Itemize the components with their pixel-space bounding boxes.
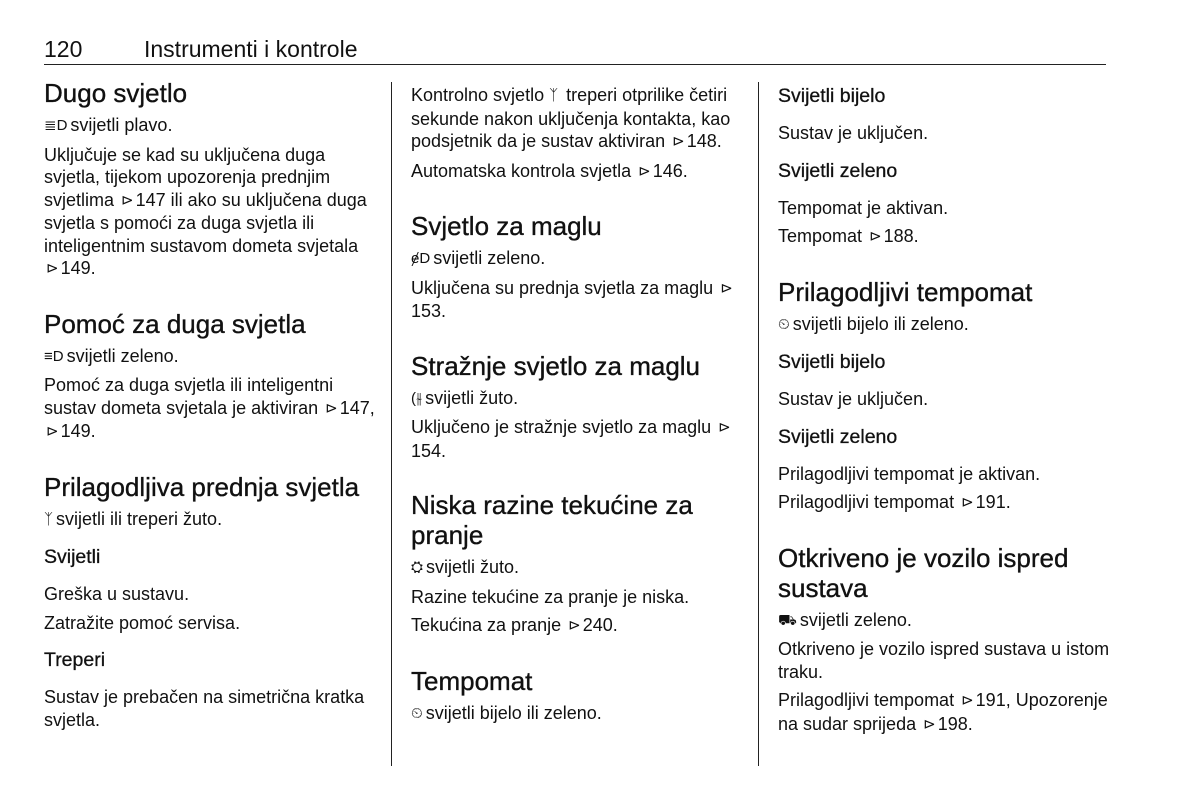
body-text: Razine tekućine za pranje je niska. <box>411 586 690 607</box>
fog-light-icon: ɇD <box>411 250 431 267</box>
page-ref-icon: ⊳ <box>961 494 974 511</box>
page-ref[interactable]: 153. <box>411 301 447 321</box>
adaptive-light-icon: ᛉ <box>549 87 559 104</box>
body-text: Prilagodljivi tempomat je aktivan. <box>778 463 1041 484</box>
page-ref-icon: ⊳ <box>672 133 685 150</box>
page-ref[interactable]: 149. <box>60 258 96 278</box>
body-text: Kontrolno svjetlo <box>411 85 545 105</box>
subheading: Svijetli <box>44 546 101 568</box>
paragraph <box>778 225 1113 249</box>
section-heading-cruise-control: Tempomat <box>411 665 533 696</box>
body-text: ili ako su uključena duga svjetla s pomoći za duga svjetla ili inteligentnim sustavom dometa svjetala <box>44 189 367 256</box>
page-ref[interactable]: 147 <box>135 189 166 210</box>
body-text: Zatražite pomoć servisa. <box>44 612 241 633</box>
paragraph <box>411 614 746 638</box>
page-number: 120 <box>44 36 83 62</box>
high-beam-icon: ≣D <box>44 117 68 134</box>
column-1 <box>44 78 379 731</box>
body-text: Tekućina za pranje <box>411 615 562 635</box>
page-ref-icon: ⊳ <box>718 419 731 436</box>
status-text: svijetli zeleno. <box>66 345 179 366</box>
body-text: Otkriveno je vozilo ispred sustava u istom traku. <box>778 639 1110 682</box>
page-ref[interactable]: 148. <box>686 131 722 151</box>
body-text: Greška u sustavu. <box>44 584 190 604</box>
page-ref[interactable]: 240. <box>582 615 618 635</box>
body-text: Sustav je prebačen na simetrična kratka svjetla. <box>44 687 365 730</box>
column-divider <box>391 82 392 766</box>
subheading: Svijetli zeleno <box>778 159 898 182</box>
status-text: svijetli žuto. <box>425 387 519 408</box>
page-ref[interactable]: 188. <box>883 226 919 246</box>
body-text: Uključena su prednja svjetla za maglu <box>411 277 714 298</box>
status-text: svijetli plavo. <box>70 115 173 135</box>
section-heading-adaptive-cruise: Prilagodljivi tempomat <box>778 276 1033 307</box>
section-heading-adaptive-lights: Prilagodljiva prednja svjetla <box>44 471 360 502</box>
cruise-control-icon: ⏲ <box>411 704 423 722</box>
body-text: Automatska kontrola svjetla <box>411 160 632 181</box>
page-title: Instrumenti i kontrole <box>144 36 358 62</box>
cruise-control-icon: ⏲ <box>778 315 790 333</box>
body-text: Prilagodljivi tempomat <box>778 492 955 512</box>
page-ref[interactable]: 147, <box>339 397 375 418</box>
body-text: Tempomat <box>778 226 863 246</box>
section-heading-fog-light: Svjetlo za maglu <box>411 211 602 241</box>
page-ref-icon: ⊳ <box>121 191 134 209</box>
rear-fog-light-icon: (⫳ <box>411 389 423 407</box>
status-text: svijetli zeleno. <box>433 248 546 268</box>
subheading: Svijetli zeleno <box>778 425 898 448</box>
body-text: Sustav je uključen. <box>778 389 929 409</box>
high-beam-assist-icon: ≡D <box>44 347 64 365</box>
section-heading-high-beam-assist: Pomoć za duga svjetla <box>44 308 306 339</box>
section-heading-washer-fluid: Niska razine tekućine za pranje <box>411 490 693 550</box>
page-ref-icon: ⊳ <box>869 228 882 245</box>
paragraph <box>778 689 1113 736</box>
adaptive-light-icon: ᛉ <box>44 510 54 528</box>
section-heading-vehicle-ahead: Otkriveno je vozilo ispred sustava <box>778 542 1069 603</box>
body-text: treperi otprilike četiri sekunde nakon uključenja kontakta, kao podsjetnik da je sustav aktiviran <box>411 85 731 151</box>
paragraph <box>411 160 746 184</box>
body-text: Prilagodljivi tempomat <box>778 690 955 710</box>
paragraph <box>44 144 379 281</box>
paragraph <box>411 84 746 154</box>
subheading: Svijetli bijelo <box>778 351 886 373</box>
page-header <box>44 36 1106 65</box>
page-ref-icon: ⊳ <box>568 617 581 634</box>
page-ref-icon: ⊳ <box>720 279 733 297</box>
section-heading-rear-fog-light: Stražnje svjetlo za maglu <box>411 350 701 381</box>
page-ref[interactable]: 149. <box>60 421 96 441</box>
paragraph <box>411 416 746 462</box>
page-ref-icon: ⊳ <box>325 399 338 417</box>
body-text: Tempomat je aktivan. <box>778 197 949 218</box>
page-ref[interactable]: 191. <box>975 492 1011 512</box>
page-ref[interactable]: 146. <box>652 160 688 181</box>
body-text: Upozorenje na sudar sprijeda <box>778 690 1108 734</box>
page-ref-icon: ⊳ <box>46 423 59 440</box>
status-text: svijetli zeleno. <box>799 609 912 630</box>
section-heading-high-beam: Dugo svjetlo <box>44 78 188 108</box>
page-ref-icon: ⊳ <box>638 162 651 180</box>
washer-fluid-icon: ⛭ <box>411 559 424 576</box>
column-2 <box>411 84 746 725</box>
column-divider <box>758 82 759 766</box>
body-text: Sustav je uključen. <box>778 123 929 143</box>
body-text: Uključuje se kad su uključena duga svjetla, tijekom upozorenja prednjim svjetlima <box>44 144 331 210</box>
page-ref-icon: ⊳ <box>46 260 59 277</box>
body-text: Uključeno je stražnje svjetlo za maglu <box>411 417 712 437</box>
status-text: svijetli bijelo ili zeleno. <box>425 702 602 723</box>
paragraph <box>411 277 746 323</box>
paragraph <box>778 491 1113 515</box>
body-text: Pomoć za duga svjetla ili inteligentni sustav dometa svjetala je aktiviran <box>44 375 334 418</box>
column-3 <box>778 84 1113 736</box>
vehicle-ahead-icon: ⛟ <box>778 611 797 629</box>
status-text: svijetli bijelo ili zeleno. <box>792 313 969 334</box>
page-ref[interactable]: 154. <box>411 440 447 461</box>
page-ref-icon: ⊳ <box>923 715 936 733</box>
status-text: svijetli ili treperi žuto. <box>56 508 223 529</box>
subheading: Treperi <box>44 649 106 671</box>
page-ref-icon: ⊳ <box>961 692 974 709</box>
status-text: svijetli žuto. <box>426 557 520 577</box>
subheading: Svijetli bijelo <box>778 85 886 107</box>
page-ref[interactable]: 198. <box>937 713 973 734</box>
paragraph <box>44 374 379 444</box>
page-ref[interactable]: 191, <box>975 690 1011 710</box>
